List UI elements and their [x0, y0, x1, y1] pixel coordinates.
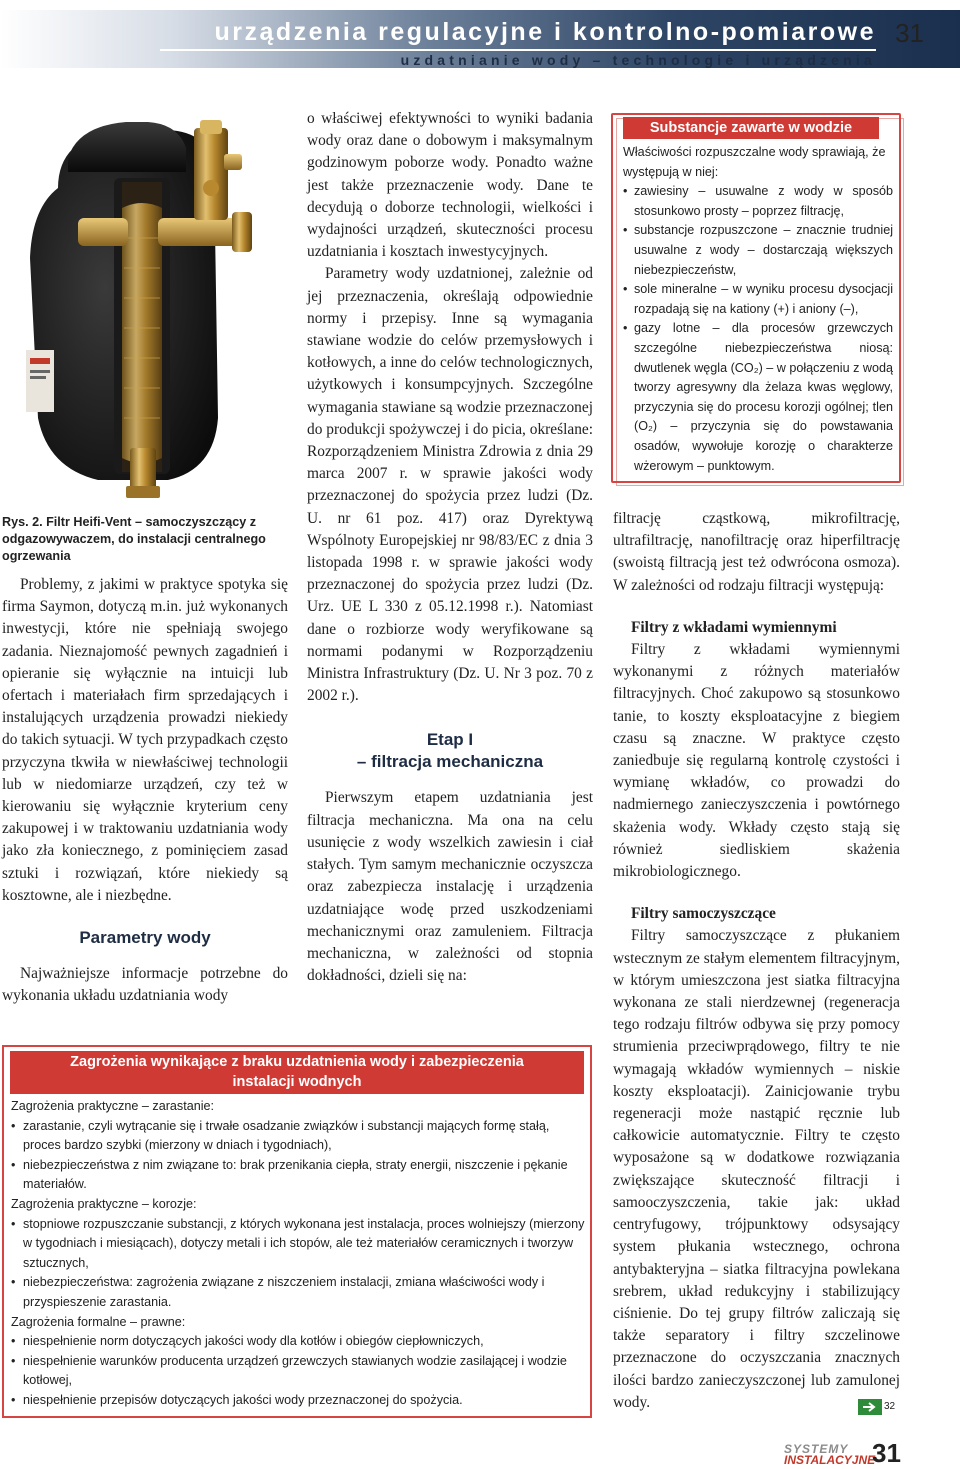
header-page-number: 31: [895, 18, 924, 48]
paragraph: Parametry wody uzdatnionej, zależnie od jej przeznaczenia, określają odpowiednie normy i przepisy. Inne są wymagania stawiane wodzie do celów przemysłowych i kotłowych, a inne do celów technologicznych, użytkowych i konsumpcyjnych. Szczególne wymagania stawiane są wodzie przeznaczonej do produkcji spożywczej i do picia, określane: Rozporządzeniem Ministra Zdrowia z dnia 29 marca 2007 r. w sprawie jakości wody przeznaczonej do spożycia przez ludzi (Dz. U. nr 61 poz. 417) oraz Dyrektywą Wspólnoty Europejskiej nr 98/83/EC z dnia 3 listopada 1998 r. w sprawie jakości wody przeznaczonej do spożycia przez ludzi (Dz. Urz. UE L 330 z 05.12.1998 r.). Natomiast dane o rozbiorze wody weryfikowane są normami podanymi w Rozporządzeniu Ministra Infrastruktury (Dz. U. Nr 3 poz. 70 z 2002 r.).: [307, 265, 593, 705]
section-subtitle: uzdatnianie wody – technologie i urządzenia: [400, 52, 876, 68]
box-title: Substancje zawarte w wodzie: [623, 117, 879, 139]
box-title: [10, 1051, 584, 1094]
box-title-line: Zagrożenia wynikające z braku uzdatnienia wody i zabezpieczenia: [70, 1054, 524, 1070]
text-column-2: [307, 108, 593, 987]
section-title: urządzenia regulacyjne i kontrolno-pomiarowe: [214, 18, 876, 46]
heading-line: Etap I: [426, 730, 474, 750]
sidebar-box-substancje: [611, 113, 901, 483]
box-list: [11, 1117, 587, 1195]
list-item: • substancje rozpuszczone – znacznie trudniej usuwalne z wody – dostarczają większych niebezpieczeństw,: [623, 221, 893, 280]
list-item: • niebezpieczeństwa: zagrożenia związane z niszczeniem instalacji, zmiana właściwości wody i przyspieszenie zarastania.: [11, 1273, 587, 1312]
heading-etap-1: [307, 729, 593, 773]
paragraph: Problemy, z jakimi w praktyce spotyka się firma Saymon, dotyczą m.in. już wykonanych inwestycji, które nie spełniają swojego zadania. Nieznajomość pewnych zagadnień i opieranie się wyłącznie na intuicji lub ofertach i materiałach firm sprzedających i instalujących urządzenia prowadzi niekiedy do takich sytuacji. W tych przypadkach często przyczyna tkwiła w niewłaściwej technologii lub w niedomiarze urządzeń, czy też w kierowaniu się wyłącznie kryterium ceny zakupowej i w traktowaniu uzdatniania wody jako zła koniecznego, z pominięciem zasad sztuki i rozwiązań, które niekiedy są kosztowne, ale i niezbędne.: [2, 576, 288, 904]
paragraph: Filtry z wkładami wymiennymi wykonanymi z różnych materiałów filtracyjnych. Choć zakupowo są stosunkowo tanie, to koszty eksploatacyjne z biegiem czasu są znaczne. W praktyce często zaniedbuje się regularną kontrolę czystości i wymianę wkładów, co prowadzi do nadmiernego zanieczyszczenia i powtórnego skażenia wody. Wkłady często stają się również siedliskiem skażenia mikrobiologicznego.: [613, 641, 900, 881]
filter-photo: [18, 118, 280, 506]
box-list: [623, 182, 893, 476]
box-list: [11, 1332, 587, 1410]
page-header: [0, 0, 960, 76]
list-item: • zawiesiny – usuwalne z wody w sposób stosunkowo prosty – poprzez filtrację,: [623, 182, 893, 221]
paragraph: Pierwszym etapem uzdatniania jest filtracja mechaniczna. Ma ona na celu usunięcie z wody wszelkich zawiesin i ciał stałych. Tym samym mechanicznie oczyszcza oraz zabezpiecza instalację i urządzenia uzdatniające wodę przed uszkodzeniami mechanicznymi oraz zamuleniem. Filtracja mechaniczna, w zależności od stopnia dokładności, dzieli się na:: [307, 789, 593, 985]
list-item: • gazy lotne – dla procesów grzewczych szczególne niebezpieczeństwa niosą: dwutlenek węgla (CO₂) – w połączeniu z wodą tworzy agresywny dla żelaza kwas węglowy, przyczynia się do procesu korozji ogólnej; tlen (O₂) – przyczynia się do powstawania osadów, wywołuje korozję o charakterze wżerowym – punktowym.: [623, 319, 893, 476]
paragraph: Filtry samoczyszczące z płukaniem wstecznym ze stałym elementem filtracyjnym, w którym umieszczona jest siatka filtracyjna wykonana ze stali nierdzewnej (regeneracja tego rodzaju filtrów odbywa się przy pomocy strumienia przeciwprądowego, filtry te nie wymagają wkładów wymiennych – niskie koszty eksploatacji). Zainicjowanie trybu regeneracji może nastąpić ręcznie lub całkowicie automatycznie. Filtry te często wyposażone są w dodatkowe rozwiązania zwiększające skuteczność filtracji i samooczyszczenia, takie jak: układ centryfugowy, trójpunktowy odsysający system płukania wstecznego, ochrona antybakteryjna – siatka filtracyjna powlekana srebrem, układ redukcyjny i stabilizujący ciśnienie. Do tej grupy filtrów zaliczają się także separatory i filtry szczelinowe przeznaczone do oczyszczania znacznych ilości bardzo zanieczyszczonej lub zamulonej wody.: [613, 927, 900, 1411]
box-intro: Właściwości rozpuszczalne wody sprawiają, że występują w niej:: [623, 145, 886, 179]
header-rule: [160, 49, 876, 51]
box-body: [623, 143, 893, 476]
magazine-logo: SYSTEMY INSTALACYJNE: [784, 1442, 876, 1467]
text-column-1: [2, 574, 288, 1008]
list-item: • niespełnienie warunków producenta urządzeń grzewczych stawianych wodzie zasilającej i wodzie kotłowej,: [11, 1352, 587, 1391]
list-item: • niespełnienie przepisów dotyczących jakości wody przeznaczonej do spożycia.: [11, 1391, 587, 1411]
heading-parametry-wody: Parametry wody: [79, 928, 211, 948]
box-body: [11, 1097, 587, 1411]
text-column-3: [613, 508, 900, 1414]
group-label: Zagrożenia formalne – prawne:: [11, 1314, 186, 1329]
paragraph: filtrację cząstkową, mikrofiltrację, ultrafiltrację, nanofiltrację oraz hiperfiltrację (swoistą filtracją jest też odwrócona osmoza). W zależności od rodzaju filtracji występują:: [613, 510, 900, 594]
group-label: Zagrożenia praktyczne – korozje:: [11, 1196, 197, 1211]
list-item: • stopniowe rozpuszczanie substancji, z których wykonana jest instalacja, proces wolniejszy (mierzony w tygodniach i miesiącach), dotyczy metali i ich stopów, ale też materiałów ceramicznych i tworzyw sztucznych,: [11, 1215, 587, 1274]
heading-line: – filtracja mechaniczna: [356, 752, 544, 772]
box-zagrozenia: [2, 1045, 592, 1418]
continued-page: 32: [884, 1401, 896, 1412]
subheading-filtry-samoczyszczace: Filtry samoczyszczące: [631, 905, 776, 923]
footer-page-number: 31: [872, 1438, 901, 1468]
subheading-filtry-wymienne: Filtry z wkładami wymiennymi: [631, 618, 837, 636]
list-item: • zarastanie, czyli wytrącanie się i trwałe osadzanie związków i substancji mających formę stałą, proces bardzo szybki (mierzony w dniach i tygodniach),: [11, 1117, 587, 1156]
continued-arrow-icon: [858, 1399, 902, 1415]
list-item: • sole mineralne – w wyniku procesu dysocjacji rozpadają się na kationy (+) i aniony (–),: [623, 280, 893, 319]
box-title-line: instalacji wodnych: [232, 1074, 362, 1090]
list-item: • niebezpieczeństwa z nim związane to: brak przenikania ciepła, straty energii, niszczenie i pękanie materiałów.: [11, 1156, 587, 1195]
figure-caption: Rys. 2. Filtr Heifi-Vent – samoczyszczący z odgazowywaczem, do instalacji centralnego ogrzewania: [2, 515, 266, 563]
paragraph: o właściwej efektywności to wyniki badania wody oraz dane o dobowym i maksymalnym godzinowym poborze wody. Ponadto ważne jest także przeznaczenie wody. Dane te decydują o doborze technologii, wielkości i wydajności urządzeń, skuteczności procesu uzdatniania i kosztach inwestycyjnych.: [307, 110, 593, 261]
paragraph: Najważniejsze informacje potrzebne do wykonania układu uzdatniania wody: [2, 965, 288, 1005]
box-list: [11, 1215, 587, 1313]
list-item: • niespełnienie norm dotyczących jakości wody dla kotłów i obiegów ciepłowniczych,: [11, 1332, 587, 1352]
group-label: Zagrożenia praktyczne – zarastanie:: [11, 1099, 215, 1113]
